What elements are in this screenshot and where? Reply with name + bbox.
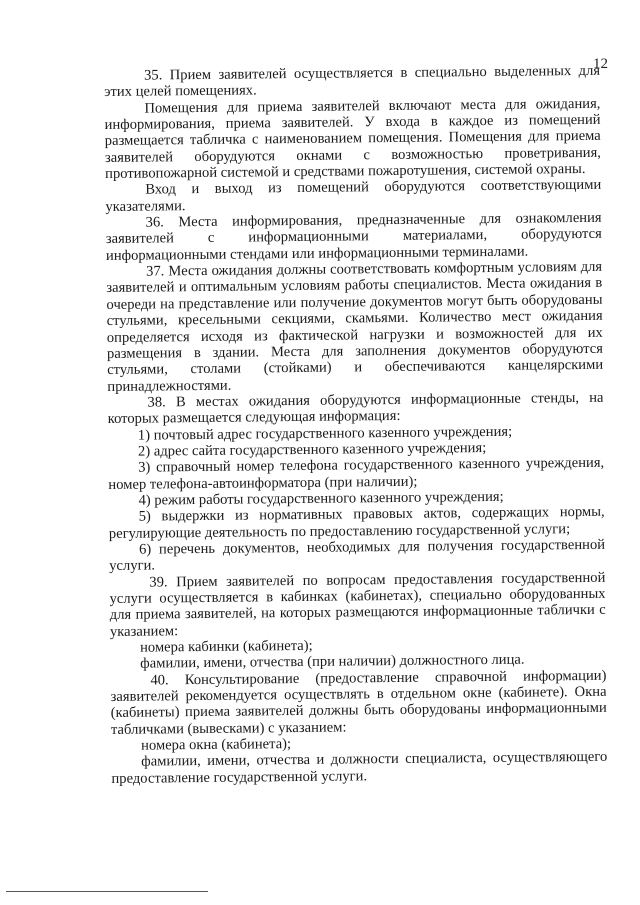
list-item-3: 3) справочный номер телефона государственного казенного учреждения, номер телефона-автоинформатора (при наличии); xyxy=(108,455,605,493)
window-number-line: номера окна (кабинета); xyxy=(141,736,292,754)
paragraph-35: 35. Прием заявителей осуществляется в специально выделенных для этих целей помещениях. xyxy=(104,62,601,101)
specialist-name-line: фамилии, имени, отчества и должности специалиста, осуществляющего предоставление государственной услуги. xyxy=(111,749,608,787)
document-body xyxy=(104,63,608,787)
paragraph-premises: Помещения для приема заявителей включают места для ожидания, информирования, приема заявителей. У входа в каждое из помещений размещается табличка с наименованием помещения. Помещения для приема заявителей оборудуются окнами с возможностью проветривания, противопожарной системой и средствами пожаротушения, системой охраны. xyxy=(104,95,601,183)
page-number: 12 xyxy=(593,56,608,72)
list-item-5: 5) выдержки из нормативных правовых актов, содержащих нормы, регулирующие деятельность по предоставлению государственной услуги; xyxy=(108,504,605,542)
footnote-divider xyxy=(6,891,208,892)
list-item-4: 4) режим работы государственного казенного учреждения; xyxy=(138,488,504,509)
list-item-6: 6) перечень документов, необходимых для получения государственной услуги. xyxy=(109,536,606,575)
paragraph-37: 37. Места ожидания должны соответствовать комфортным условиям для заявителей и оптимальным условиям работы специалистов. Места ожидания в очереди на представление или получение документов могут быть оборудованы стульями, кресельными секциями, скамьями. Количество мест ожидания определяется исходя из фактической нагрузки и возможностей для их размещения в здании. Места для заполнения документов оборудуются стульями, столами (стойками) и обеспечиваются канцелярскими принадлежностями. xyxy=(106,258,604,395)
paragraph-38: 38. В местах ожидания оборудуются информационные стенды, на которых размещается следующая информация: xyxy=(107,389,604,428)
booth-number-line: номера кабинки (кабинета); xyxy=(139,637,313,656)
list-item-2: 2) адрес сайта государственного казенного учреждения; xyxy=(137,439,487,460)
paragraph-40: 40. Консультирование (предоставление справочной информации) заявителей рекомендуется осуществлять в отдельном окне (кабинете). Окна (кабинеты) приема заявителей должны быть оборудованы информационными табличками (вывесками) с указанием: xyxy=(110,667,607,738)
paragraph-entry-exit: Вход и выход из помещений оборудуются соответствующими указателями. xyxy=(105,177,602,215)
list-item-1: 1) почтовый адрес государственного казенного учреждения; xyxy=(137,423,513,444)
paragraph-39: 39. Прием заявителей по вопросам предоставления государственной услуги осуществляется в кабинках (кабинетах), специально оборудованных для приема заявителей, на которых размещаются информационные таблички с указанием: xyxy=(109,569,606,640)
official-name-line: фамилии, имени, отчества (при наличии) должностного лица. xyxy=(140,652,525,673)
paragraph-36: 36. Места информирования, предназначенные для ознакомления заявителей с информационными материалами, оборудуются информационными стендами или информационными терминалами. xyxy=(105,209,602,264)
